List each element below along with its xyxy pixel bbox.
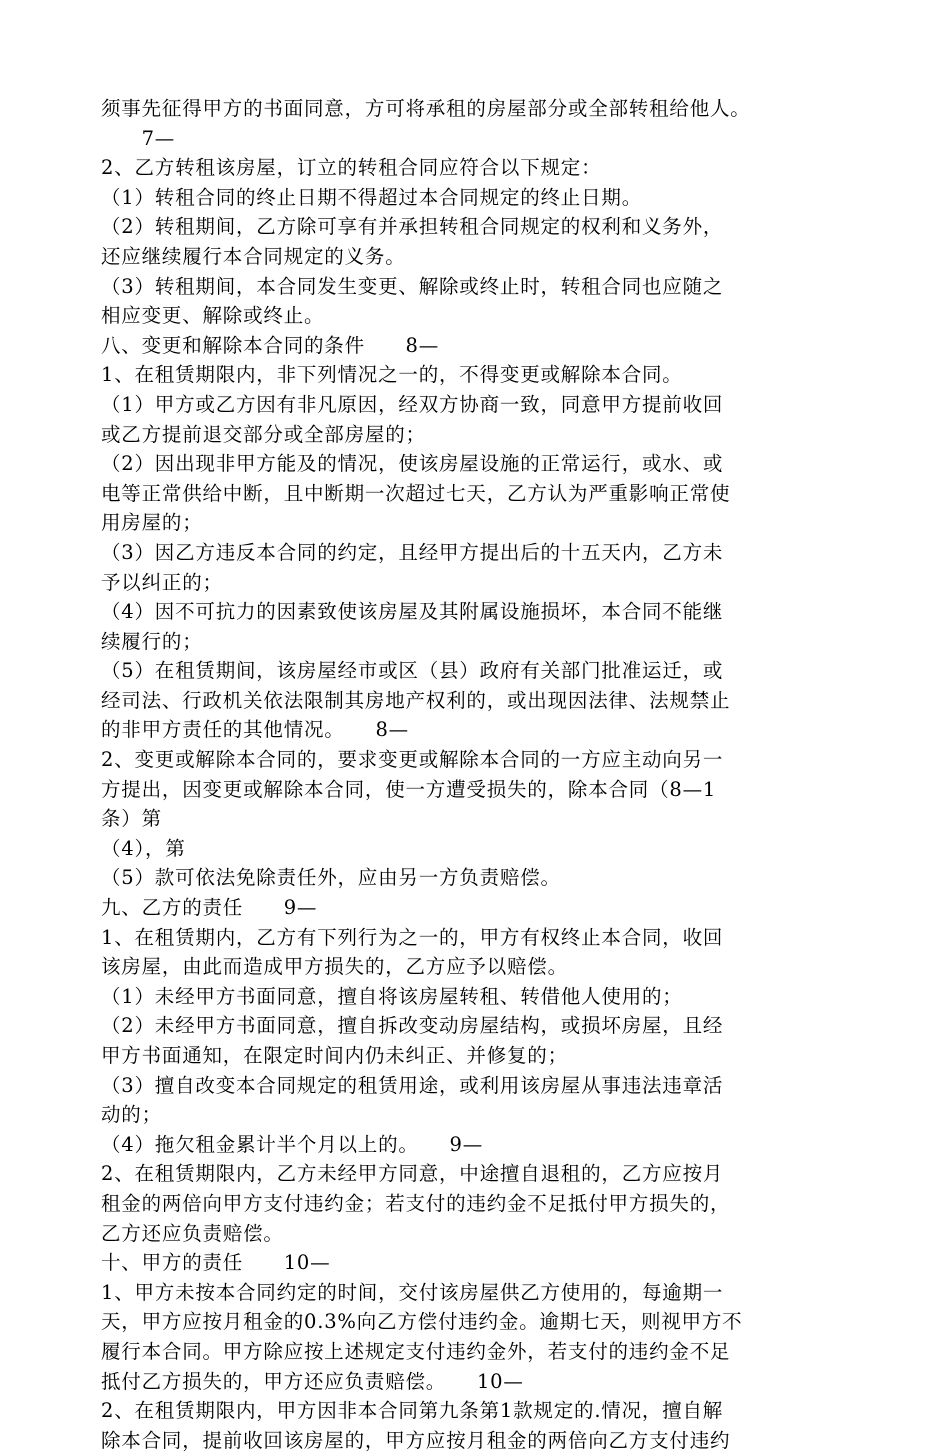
text-line: 电等正常供给中断，且中断期一次超过七天，乙方认为严重影响正常使 [101,481,731,505]
text-line: （3）擅自改变本合同规定的租赁用途，或利用该房屋从事违法违章活 [101,1073,724,1097]
text-line: 用房屋的； [101,511,203,535]
text-line: 或乙方提前退交部分或全部房屋的； [101,422,426,446]
text-line: 该房屋，由此而造成甲方损失的，乙方应予以赔偿。 [101,955,568,979]
text-line: （2）转租期间，乙方除可享有并承担转租合同规定的权利和义务外， [101,215,724,239]
text-line: 1、甲方未按本合同约定的时间，交付该房屋供乙方使用的，每逾期一 [101,1280,724,1304]
text-line: （5）款可依法免除责任外，应由另一方负责赔偿。 [101,866,561,890]
text-line: 条）第 [101,807,162,831]
text-line: （1）未经甲方书面同意，擅自将该房屋转租、转借他人使用的； [101,984,683,1008]
page-marker: 7— [101,126,176,150]
text-line: 履行本合同。甲方除应按上述规定支付违约金外，若支付的违约金不足 [101,1339,731,1363]
text-line: 动的； [101,1103,162,1127]
text-line: （2）未经甲方书面同意，擅自拆改变动房屋结构，或损坏房屋，且经 [101,1014,724,1038]
text-line: 2、变更或解除本合同的，要求变更或解除本合同的一方应主动向另一 [101,748,724,772]
text-line: 方提出，因变更或解除本合同，使一方遭受损失的，除本合同（8—1 [101,777,717,801]
text-line: 除本合同，提前收回该房屋的，甲方应按月租金的两倍向乙方支付违约 [101,1428,731,1452]
text-line: （4），第 [101,836,186,860]
text-line: 2、在租赁期限内，甲方因非本合同第九条第1款规定的.情况，擅自解 [101,1399,724,1423]
text-line: （3）转租期间，本合同发生变更、解除或终止时，转租合同也应随之 [101,274,724,298]
text-line: （4）因不可抗力的因素致使该房屋及其附属设施损坏，本合同不能继 [101,600,724,624]
document-page [101,94,861,1455]
text-line: 抵付乙方损失的，甲方还应负责赔偿。 10— [101,1369,524,1393]
section-heading: 八、变更和解除本合同的条件 8— [101,333,440,357]
text-line: 甲方书面通知，在限定时间内仍未纠正、并修复的； [101,1044,568,1067]
text-line: 2、乙方转租该房屋，订立的转租合同应符合以下规定： [101,156,602,180]
text-line: （4）拖欠租金累计半个月以上的。 9— [101,1132,484,1156]
text-line: 天，甲方应按月租金的0.3%向乙方偿付违约金。逾期七天，则视甲方不 [101,1310,743,1334]
text-line: 的非甲方责任的其他情况。 8— [101,718,409,742]
text-line: 予以纠正的； [101,570,223,594]
text-line: 乙方还应负责赔偿。 [101,1221,284,1245]
text-line: 还应继续履行本合同规定的义务。 [101,244,406,268]
text-line: 1、在租赁期限内，非下列情况之一的，不得变更或解除本合同。 [101,363,683,387]
text-line: 经司法、行政机关依法限制其房地产权利的，或出现因法律、法规禁止 [101,688,731,712]
text-line: 租金的两倍向甲方支付违约金；若支付的违约金不足抵付甲方损失的， [101,1191,731,1215]
text-line: 1、在租赁期内，乙方有下列行为之一的，甲方有权终止本合同，收回 [101,925,724,949]
text-line: 相应变更、解除或终止。 [101,304,325,328]
text-line: 续履行的； [101,629,203,653]
text-line: （2）因出现非甲方能及的情况，使该房屋设施的正常运行，或水、或 [101,452,724,476]
text-line: 2、在租赁期限内，乙方未经甲方同意，中途擅自退租的，乙方应按月 [101,1162,724,1186]
section-heading: 九、乙方的责任 9— [101,896,318,920]
section-heading: 十、甲方的责任 10— [101,1251,331,1275]
text-line: （5）在租赁期间，该房屋经市或区（县）政府有关部门批准运迁，或 [101,659,724,683]
text-line: 须事先征得甲方的书面同意，方可将承租的房屋部分或全部转租给他人。 [101,97,751,120]
text-line: （3）因乙方违反本合同的约定，且经甲方提出后的十五天内，乙方未 [101,540,724,564]
text-line: （1）甲方或乙方因有非凡原因，经双方协商一致，同意甲方提前收回 [101,392,724,416]
text-line: （1）转租合同的终止日期不得超过本合同规定的终止日期。 [101,185,643,209]
